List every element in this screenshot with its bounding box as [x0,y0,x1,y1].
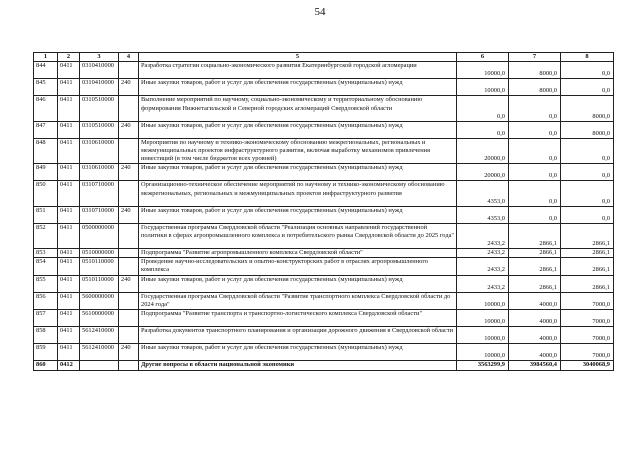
section-code-cell: 0411 [58,327,80,344]
amount-year-1-cell: 0,0 [457,121,509,138]
budget-table [33,52,614,371]
amount-year-2-cell: 4000,0 [509,292,561,309]
header-cell-8: 8 [561,53,614,62]
table-row [34,275,614,292]
table-row [34,223,614,248]
amount-year-3-cell: 7000,0 [561,327,614,344]
amount-year-1-cell: 4353,0 [457,206,509,223]
table-row [34,62,614,79]
expense-type-cell: 240 [119,121,139,138]
section-code-cell: 0411 [58,223,80,248]
row-number-cell: 846 [34,96,58,121]
target-article-cell: 0510110000 [80,275,119,292]
section-code-cell: 0411 [58,206,80,223]
expense-type-cell: 240 [119,275,139,292]
amount-year-2-cell: 2866,1 [509,275,561,292]
section-code-cell: 0411 [58,258,80,275]
amount-year-1-cell: 3563299,9 [457,361,509,370]
expense-type-cell [119,223,139,248]
header-cell-3: 3 [80,53,119,62]
amount-year-3-cell: 2866,1 [561,258,614,275]
amount-year-2-cell: 0,0 [509,181,561,206]
amount-year-3-cell: 0,0 [561,79,614,96]
row-number-cell: 851 [34,206,58,223]
header-cell-5: 5 [139,53,457,62]
row-number-cell: 855 [34,275,58,292]
target-article-cell: 0310510000 [80,96,119,121]
row-number-cell: 859 [34,344,58,361]
expense-type-cell [119,138,139,163]
row-number-cell: 857 [34,309,58,326]
header-cell-2: 2 [58,53,80,62]
amount-year-2-cell: 8000,0 [509,79,561,96]
amount-year-1-cell: 10000,0 [457,292,509,309]
item-name-cell: Иные закупки товаров, работ и услуг для обеспечения государственных (муниципальных) нужд [139,164,457,181]
section-code-cell: 0411 [58,96,80,121]
expense-type-cell: 240 [119,164,139,181]
expense-type-cell [119,327,139,344]
table-row [34,292,614,309]
section-code-cell: 0411 [58,181,80,206]
row-number-cell: 860 [34,361,58,370]
item-name-cell: Подпрограмма "Развитие агропромышленного комплекса Свердловской области" [139,249,457,258]
amount-year-2-cell: 0,0 [509,206,561,223]
amount-year-2-cell: 4000,0 [509,309,561,326]
expense-type-cell [119,249,139,258]
amount-year-2-cell: 0,0 [509,96,561,121]
amount-year-1-cell: 4353,0 [457,181,509,206]
amount-year-2-cell: 3984560,4 [509,361,561,370]
amount-year-1-cell: 2433,2 [457,249,509,258]
expense-type-cell [119,258,139,275]
table-row [34,79,614,96]
amount-year-2-cell: 8000,0 [509,62,561,79]
amount-year-1-cell: 10000,0 [457,62,509,79]
amount-year-2-cell: 4000,0 [509,327,561,344]
amount-year-3-cell: 0,0 [561,138,614,163]
section-code-cell: 0411 [58,164,80,181]
amount-year-3-cell: 2866,1 [561,249,614,258]
amount-year-3-cell: 0,0 [561,62,614,79]
amount-year-3-cell: 0,0 [561,181,614,206]
amount-year-1-cell: 20000,0 [457,138,509,163]
item-name-cell: Выполнение мероприятий по научному, социально-экономическому и территориальному обоснованию формирования Нижнетагильской и Северной городских агломераций Свердловской области [139,96,457,121]
table-row [34,138,614,163]
target-article-cell: 0310610000 [80,164,119,181]
amount-year-1-cell: 10000,0 [457,327,509,344]
table-row [34,344,614,361]
amount-year-2-cell: 2866,1 [509,249,561,258]
header-cell-7: 7 [509,53,561,62]
target-article-cell: 0310410000 [80,62,119,79]
section-code-cell: 0411 [58,275,80,292]
target-article-cell: 0310710000 [80,181,119,206]
row-number-cell: 849 [34,164,58,181]
amount-year-2-cell: 2866,1 [509,223,561,248]
section-code-cell: 0411 [58,249,80,258]
amount-year-3-cell: 7000,0 [561,344,614,361]
amount-year-2-cell: 4000,0 [509,344,561,361]
target-article-cell: 0310510000 [80,121,119,138]
amount-year-1-cell: 10000,0 [457,309,509,326]
item-name-cell: Разработка стратегии социально-экономического развития Екатеринбургской городской агломерации [139,62,457,79]
target-article-cell: 5612410000 [80,327,119,344]
target-article-cell: 5600000000 [80,292,119,309]
item-name-cell: Мероприятия по научному и технико-экономическому обоснованию межрегиональных, региональных и межмуниципальных проектов инфраструктурного развития, включая выработку механизмов привлечения инвестиций (в том числе бюджетов всех уровней) [139,138,457,163]
amount-year-3-cell: 2866,1 [561,223,614,248]
amount-year-3-cell: 0,0 [561,164,614,181]
item-name-cell: Иные закупки товаров, работ и услуг для обеспечения государственных (муниципальных) нужд [139,79,457,96]
amount-year-2-cell: 2866,1 [509,258,561,275]
table-row [34,121,614,138]
target-article-cell: 5612410000 [80,344,119,361]
section-code-cell: 0411 [58,309,80,326]
item-name-cell: Разработка документов транспортного планирования и организации дорожного движения в Свердловской области [139,327,457,344]
item-name-cell: Проведение научно-исследовательских и опытно-конструкторских работ в отраслях агропромышленного комплекса [139,258,457,275]
item-name-cell: Организационно-техническое обеспечение мероприятий по научному и технико-экономическому обоснованию межрегиональных, региональных и межмуниципальных проектов инфраструктурного развития [139,181,457,206]
amount-year-1-cell: 2433,2 [457,258,509,275]
row-number-cell: 852 [34,223,58,248]
amount-year-3-cell: 2866,1 [561,275,614,292]
target-article-cell: 0510000000 [80,249,119,258]
row-number-cell: 845 [34,79,58,96]
table-row [34,164,614,181]
amount-year-1-cell: 20000,0 [457,164,509,181]
amount-year-1-cell: 10000,0 [457,79,509,96]
amount-year-3-cell: 8000,0 [561,96,614,121]
item-name-cell: Иные закупки товаров, работ и услуг для обеспечения государственных (муниципальных) нужд [139,344,457,361]
expense-type-cell [119,62,139,79]
item-name-cell: Государственная программа Свердловской области "Развитие транспортного комплекса Свердловской области до 2024 года" [139,292,457,309]
amount-year-3-cell: 7000,0 [561,292,614,309]
expense-type-cell: 240 [119,344,139,361]
section-code-cell: 0411 [58,121,80,138]
target-article-cell: 0310410000 [80,79,119,96]
section-code-cell: 0411 [58,138,80,163]
amount-year-3-cell: 7000,0 [561,309,614,326]
expense-type-cell [119,96,139,121]
header-cell-1: 1 [34,53,58,62]
expense-type-cell [119,181,139,206]
amount-year-1-cell: 10000,0 [457,344,509,361]
amount-year-2-cell: 0,0 [509,164,561,181]
row-number-cell: 850 [34,181,58,206]
row-number-cell: 854 [34,258,58,275]
table-row [34,181,614,206]
section-code-cell: 0411 [58,79,80,96]
target-article-cell: 0310610000 [80,138,119,163]
expense-type-cell [119,361,139,370]
expense-type-cell [119,309,139,326]
item-name-cell: Другие вопросы в области национальной экономики [139,361,457,370]
header-cell-4: 4 [119,53,139,62]
amount-year-3-cell: 0,0 [561,206,614,223]
table-row [34,309,614,326]
row-number-cell: 858 [34,327,58,344]
amount-year-3-cell: 3040068,9 [561,361,614,370]
target-article-cell: 0500000000 [80,223,119,248]
row-number-cell: 856 [34,292,58,309]
target-article-cell [80,361,119,370]
expense-type-cell: 240 [119,79,139,96]
amount-year-1-cell: 2433,2 [457,275,509,292]
section-code-cell: 0411 [58,344,80,361]
row-number-cell: 848 [34,138,58,163]
section-code-cell: 0411 [58,292,80,309]
table-row [34,249,614,258]
section-code-cell: 0411 [58,62,80,79]
amount-year-2-cell: 0,0 [509,138,561,163]
amount-year-2-cell: 0,0 [509,121,561,138]
item-name-cell: Государственная программа Свердловской области "Реализация основных направлений государственной политики в сферах агропромышленного комплекса и потребительского рынка Свердловской области до 2025 года" [139,223,457,248]
table-row [34,258,614,275]
item-name-cell: Подпрограмма "Развитие транспорта и транспортно-логистического комплекса Свердловской области" [139,309,457,326]
table-row [34,206,614,223]
target-article-cell: 0510110000 [80,258,119,275]
target-article-cell: 0310710000 [80,206,119,223]
page-number: 54 [314,6,326,18]
table-row [34,327,614,344]
row-number-cell: 844 [34,62,58,79]
row-number-cell: 853 [34,249,58,258]
item-name-cell: Иные закупки товаров, работ и услуг для обеспечения государственных (муниципальных) нужд [139,121,457,138]
table-row [34,96,614,121]
target-article-cell: 5610000000 [80,309,119,326]
amount-year-3-cell: 8000,0 [561,121,614,138]
item-name-cell: Иные закупки товаров, работ и услуг для обеспечения государственных (муниципальных) нужд [139,275,457,292]
section-code-cell: 0412 [58,361,80,370]
item-name-cell: Иные закупки товаров, работ и услуг для обеспечения государственных (муниципальных) нужд [139,206,457,223]
row-number-cell: 847 [34,121,58,138]
amount-year-1-cell: 0,0 [457,96,509,121]
expense-type-cell: 240 [119,206,139,223]
table-row [34,361,614,370]
header-cell-6: 6 [457,53,509,62]
expense-type-cell [119,292,139,309]
header-row [34,53,614,62]
amount-year-1-cell: 2433,2 [457,223,509,248]
